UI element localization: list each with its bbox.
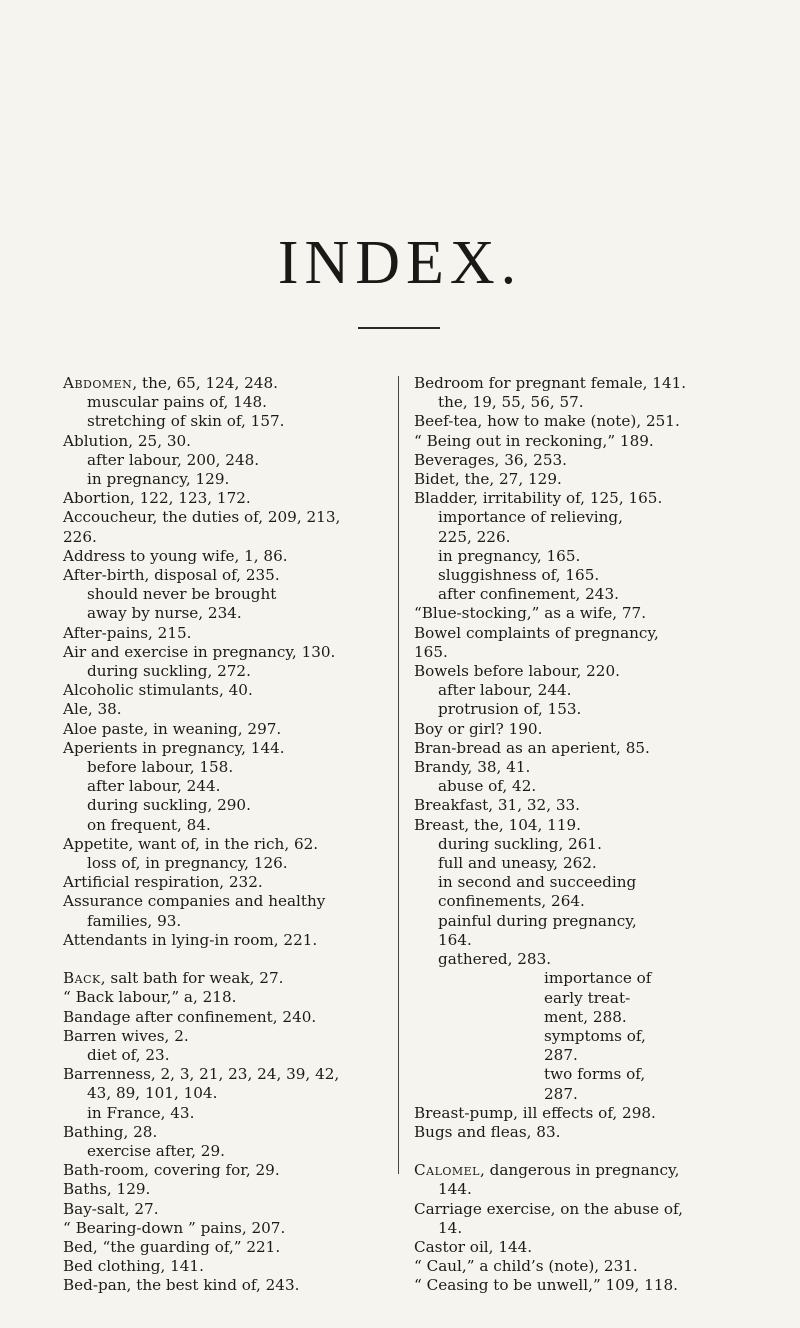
index-entry: Bedroom for pregnant female, 141. xyxy=(414,374,687,392)
index-subentry: loss of, in pregnancy, 126. xyxy=(87,854,288,873)
index-entry: Barrenness, 2, 3, 21, 23, 24, 39, 42, xyxy=(63,1065,340,1084)
index-entry: “ Caul,” a child’s (note), 231. xyxy=(414,1257,638,1276)
index-entry: Aloe paste, in weaning, 297. xyxy=(63,719,282,738)
index-subentry: 287. xyxy=(544,1084,578,1103)
section-head-word: Back xyxy=(63,969,101,988)
index-subentry: on frequent, 84. xyxy=(87,815,211,834)
index-subentry: 164. xyxy=(438,930,472,949)
index-subentry: protrusion of, 153. xyxy=(438,700,582,719)
index-subentry: 144. xyxy=(438,1180,472,1199)
index-subentry: 225, 226. xyxy=(438,527,511,546)
index-entry: Bed clothing, 141. xyxy=(63,1257,204,1276)
index-entry: Assurance companies and healthy xyxy=(63,892,326,911)
index-entry: Beef-tea, how to make (note), 251. xyxy=(414,412,680,431)
index-entry: Attendants in lying-in room, 221. xyxy=(63,930,318,949)
index-subentry: during suckling, 272. xyxy=(87,662,251,681)
index-entry: Address to young wife, 1, 86. xyxy=(63,546,288,565)
column-divider xyxy=(398,376,399,1174)
index-subentry: in second and succeeding xyxy=(438,873,637,892)
index-subentry: after labour, 244. xyxy=(87,777,221,796)
index-subentry: muscular pains of, 148. xyxy=(87,393,267,412)
index-entry: “ Bearing-down ” pains, 207. xyxy=(63,1218,286,1237)
index-entry: After-pains, 215. xyxy=(63,623,192,642)
index-subentry: the, 19, 55, 56, 57. xyxy=(438,393,584,412)
index-subentry: away by nurse, 234. xyxy=(87,604,242,623)
index-entry: Bugs and fleas, 83. xyxy=(414,1122,561,1141)
index-entry: Breast-pump, ill effects of, 298. xyxy=(414,1103,656,1122)
right-column xyxy=(414,374,732,1296)
index-subentry: symptoms of, xyxy=(544,1026,646,1045)
index-entry: Calomel, dangerous in pregnancy, xyxy=(414,1161,680,1180)
section-head-word: Abdomen xyxy=(63,374,133,392)
index-entry: Aperients in pregnancy, 144. xyxy=(63,738,285,757)
index-entry: Bay-salt, 27. xyxy=(63,1199,159,1218)
index-subentry: 14. xyxy=(438,1218,463,1237)
index-subentry: in pregnancy, 129. xyxy=(87,470,230,489)
index-entry: “Blue-stocking,” as a wife, 77. xyxy=(414,604,647,623)
index-entry: After-birth, disposal of, 235. xyxy=(63,566,280,585)
index-subentry: during suckling, 261. xyxy=(438,834,602,853)
index-subentry: exercise after, 29. xyxy=(87,1141,225,1160)
index-subentry: during suckling, 290. xyxy=(87,796,251,815)
index-subentry: early treat- xyxy=(544,988,631,1007)
index-entry: Castor oil, 144. xyxy=(414,1237,533,1256)
index-entry: Appetite, want of, in the rich, 62. xyxy=(63,834,319,853)
index-entry: Artificial respiration, 232. xyxy=(63,873,263,892)
index-entry: Ale, 38. xyxy=(63,700,122,719)
index-subentry: gathered, 283. xyxy=(438,950,552,969)
index-entry: 165. xyxy=(414,642,448,661)
index-subentry: should never be brought xyxy=(87,585,277,604)
index-entry: “ Back labour,” a, 218. xyxy=(63,988,237,1007)
index-entry: Bathing, 28. xyxy=(63,1122,158,1141)
title-rule xyxy=(358,327,440,329)
index-subentry: ment, 288. xyxy=(544,1007,627,1026)
index-subentry: in pregnancy, 165. xyxy=(438,546,581,565)
index-entry: Beverages, 36, 253. xyxy=(414,450,567,469)
index-subentry: stretching of skin of, 157. xyxy=(87,412,285,431)
index-subentry: diet of, 23. xyxy=(87,1045,170,1064)
left-column xyxy=(63,374,381,1296)
index-subentry: families, 93. xyxy=(87,911,182,930)
index-entry: Ablution, 25, 30. xyxy=(63,431,192,450)
index-entry: Air and exercise in pregnancy, 130. xyxy=(63,642,336,661)
index-subentry: in France, 43. xyxy=(87,1103,195,1122)
index-entry: Accoucheur, the duties of, 209, 213, xyxy=(63,508,341,527)
index-entry: “ Ceasing to be unwell,” 109, 118. xyxy=(414,1276,678,1295)
index-subentry: importance of xyxy=(544,969,652,988)
index-entry: Bandage after confinement, 240. xyxy=(63,1007,317,1026)
index-entry: Alcoholic stimulants, 40. xyxy=(63,681,253,700)
index-subentry: 287. xyxy=(544,1046,578,1065)
index-subentry: after confinement, 243. xyxy=(438,585,619,604)
index-entry: Breakfast, 31, 32, 33. xyxy=(414,796,581,815)
index-subentry: full and uneasy, 262. xyxy=(438,854,597,873)
index-entry: Bed, “the guarding of,” 221. xyxy=(63,1237,281,1256)
index-entry: Abortion, 122, 123, 172. xyxy=(63,489,251,508)
index-entry: Bed-pan, the best kind of, 243. xyxy=(63,1276,300,1295)
index-subentry: before labour, 158. xyxy=(87,758,234,777)
page-title: INDEX. xyxy=(277,229,523,297)
index-entry: Barren wives, 2. xyxy=(63,1026,189,1045)
index-subentry: painful during pregnancy, xyxy=(438,911,637,930)
index-entry: Bath-room, covering for, 29. xyxy=(63,1161,280,1180)
section-head-word: Calomel xyxy=(414,1161,480,1180)
index-subentry: two forms of, xyxy=(544,1065,646,1084)
index-subentry: 43, 89, 101, 104. xyxy=(87,1084,218,1103)
index-subentry: after labour, 200, 248. xyxy=(87,450,260,469)
index-entry: Carriage exercise, on the abuse of, xyxy=(414,1199,683,1218)
index-subentry: sluggishness of, 165. xyxy=(438,566,600,585)
index-entry: Bowels before labour, 220. xyxy=(414,662,620,681)
index-subentry: after labour, 244. xyxy=(438,681,572,700)
index-entry: Brandy, 38, 41. xyxy=(414,758,531,777)
index-entry: Bowel complaints of pregnancy, xyxy=(414,623,659,642)
index-entry: Boy or girl? 190. xyxy=(414,719,543,738)
index-entry: 226. xyxy=(63,527,97,546)
index-subentry: confinements, 264. xyxy=(438,892,585,911)
index-entry: Bladder, irritability of, 125, 165. xyxy=(414,489,663,508)
index-subentry: importance of relieving, xyxy=(438,508,623,527)
index-entry: Bidet, the, 27, 129. xyxy=(414,470,562,489)
index-entry: Baths, 129. xyxy=(63,1180,151,1199)
index-entry: “ Being out in reckoning,” 189. xyxy=(414,431,654,450)
index-entry: Back, salt bath for weak, 27. xyxy=(63,969,284,988)
index-entry: Bran-bread as an aperient, 85. xyxy=(414,738,650,757)
index-entry: Abdomen, the, 65, 124, 248. xyxy=(63,374,278,392)
index-entry: Breast, the, 104, 119. xyxy=(414,815,582,834)
index-subentry: abuse of, 42. xyxy=(438,777,537,796)
